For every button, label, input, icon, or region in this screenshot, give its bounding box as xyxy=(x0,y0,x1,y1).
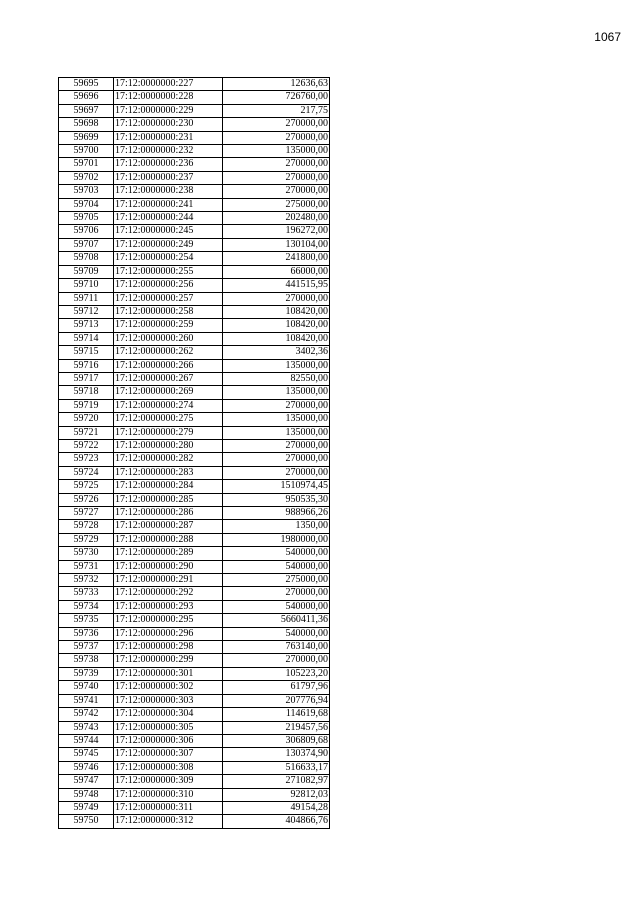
table-row xyxy=(59,681,330,694)
cadastral-number-cell: 17:12:0000000:305 xyxy=(114,721,223,734)
row-number-cell: 59708 xyxy=(59,252,114,265)
table-row xyxy=(59,413,330,426)
cadastral-value-cell: 49154,28 xyxy=(223,801,330,814)
cadastral-number-cell: 17:12:0000000:257 xyxy=(114,292,223,305)
row-number-cell: 59734 xyxy=(59,600,114,613)
cadastral-number-cell: 17:12:0000000:290 xyxy=(114,560,223,573)
table-row xyxy=(59,439,330,452)
cadastral-number-cell: 17:12:0000000:309 xyxy=(114,775,223,788)
table-row xyxy=(59,547,330,560)
cadastral-number-cell: 17:12:0000000:274 xyxy=(114,399,223,412)
table-row xyxy=(59,507,330,520)
row-number-cell: 59712 xyxy=(59,305,114,318)
cadastral-value-cell: 241800,00 xyxy=(223,252,330,265)
cadastral-number-cell: 17:12:0000000:260 xyxy=(114,332,223,345)
row-number-cell: 59737 xyxy=(59,641,114,654)
cadastral-number-cell: 17:12:0000000:244 xyxy=(114,212,223,225)
row-number-cell: 59747 xyxy=(59,775,114,788)
cadastral-number-cell: 17:12:0000000:293 xyxy=(114,600,223,613)
row-number-cell: 59731 xyxy=(59,560,114,573)
row-number-cell: 59720 xyxy=(59,413,114,426)
cadastral-number-cell: 17:12:0000000:267 xyxy=(114,372,223,385)
cadastral-number-cell: 17:12:0000000:249 xyxy=(114,238,223,251)
cadastral-number-cell: 17:12:0000000:275 xyxy=(114,413,223,426)
table-row xyxy=(59,225,330,238)
table-row xyxy=(59,292,330,305)
cadastral-value-cell: 217,75 xyxy=(223,104,330,117)
row-number-cell: 59729 xyxy=(59,533,114,546)
page-number: 1067 xyxy=(594,30,621,44)
cadastral-value-cell: 135000,00 xyxy=(223,359,330,372)
row-number-cell: 59697 xyxy=(59,104,114,117)
table-row xyxy=(59,788,330,801)
cadastral-number-cell: 17:12:0000000:237 xyxy=(114,171,223,184)
row-number-cell: 59739 xyxy=(59,667,114,680)
row-number-cell: 59749 xyxy=(59,801,114,814)
row-number-cell: 59721 xyxy=(59,426,114,439)
row-number-cell: 59743 xyxy=(59,721,114,734)
cadastral-value-cell: 135000,00 xyxy=(223,386,330,399)
cadastral-value-cell: 540000,00 xyxy=(223,547,330,560)
table-row xyxy=(59,91,330,104)
table-row xyxy=(59,480,330,493)
cadastral-number-cell: 17:12:0000000:285 xyxy=(114,493,223,506)
cadastral-value-cell: 270000,00 xyxy=(223,118,330,131)
cadastral-value-cell: 270000,00 xyxy=(223,453,330,466)
cadastral-value-cell: 270000,00 xyxy=(223,399,330,412)
cadastral-value-cell: 108420,00 xyxy=(223,319,330,332)
table-row xyxy=(59,145,330,158)
table-row xyxy=(59,708,330,721)
table-row xyxy=(59,533,330,546)
cadastral-number-cell: 17:12:0000000:259 xyxy=(114,319,223,332)
table-body xyxy=(59,78,330,829)
cadastral-value-cell: 270000,00 xyxy=(223,439,330,452)
cadastral-number-cell: 17:12:0000000:256 xyxy=(114,279,223,292)
row-number-cell: 59733 xyxy=(59,587,114,600)
cadastral-number-cell: 17:12:0000000:299 xyxy=(114,654,223,667)
cadastral-number-cell: 17:12:0000000:312 xyxy=(114,815,223,828)
row-number-cell: 59736 xyxy=(59,627,114,640)
cadastral-number-cell: 17:12:0000000:298 xyxy=(114,641,223,654)
cadastral-value-cell: 270000,00 xyxy=(223,654,330,667)
row-number-cell: 59719 xyxy=(59,399,114,412)
row-number-cell: 59738 xyxy=(59,654,114,667)
table-row xyxy=(59,372,330,385)
cadastral-number-cell: 17:12:0000000:238 xyxy=(114,185,223,198)
cadastral-value-cell: 270000,00 xyxy=(223,158,330,171)
cadastral-number-cell: 17:12:0000000:289 xyxy=(114,547,223,560)
table-row xyxy=(59,694,330,707)
row-number-cell: 59740 xyxy=(59,681,114,694)
cadastral-value-cell: 540000,00 xyxy=(223,627,330,640)
row-number-cell: 59732 xyxy=(59,574,114,587)
cadastral-number-cell: 17:12:0000000:269 xyxy=(114,386,223,399)
row-number-cell: 59750 xyxy=(59,815,114,828)
table-row xyxy=(59,332,330,345)
cadastral-value-cell: 61797,96 xyxy=(223,681,330,694)
cadastral-number-cell: 17:12:0000000:227 xyxy=(114,78,223,91)
cadastral-value-cell: 540000,00 xyxy=(223,560,330,573)
cadastral-value-cell: 306809,68 xyxy=(223,734,330,747)
cadastral-value-cell: 275000,00 xyxy=(223,198,330,211)
cadastral-number-cell: 17:12:0000000:311 xyxy=(114,801,223,814)
cadastral-number-cell: 17:12:0000000:258 xyxy=(114,305,223,318)
table-row xyxy=(59,238,330,251)
row-number-cell: 59745 xyxy=(59,748,114,761)
cadastral-number-cell: 17:12:0000000:241 xyxy=(114,198,223,211)
cadastral-number-cell: 17:12:0000000:292 xyxy=(114,587,223,600)
table-row xyxy=(59,748,330,761)
cadastral-number-cell: 17:12:0000000:296 xyxy=(114,627,223,640)
row-number-cell: 59725 xyxy=(59,480,114,493)
row-number-cell: 59716 xyxy=(59,359,114,372)
cadastral-value-cell: 130374,90 xyxy=(223,748,330,761)
cadastral-value-cell: 726760,00 xyxy=(223,91,330,104)
table-row xyxy=(59,265,330,278)
table-row xyxy=(59,627,330,640)
row-number-cell: 59714 xyxy=(59,332,114,345)
table-row xyxy=(59,346,330,359)
cadastral-value-cell: 207776,94 xyxy=(223,694,330,707)
cadastral-number-cell: 17:12:0000000:236 xyxy=(114,158,223,171)
cadastral-value-cell: 12636,63 xyxy=(223,78,330,91)
table-row xyxy=(59,466,330,479)
table-row xyxy=(59,399,330,412)
row-number-cell: 59699 xyxy=(59,131,114,144)
cadastral-number-cell: 17:12:0000000:308 xyxy=(114,761,223,774)
table-row xyxy=(59,587,330,600)
cadastral-number-cell: 17:12:0000000:232 xyxy=(114,145,223,158)
cadastral-number-cell: 17:12:0000000:286 xyxy=(114,507,223,520)
table-row xyxy=(59,426,330,439)
row-number-cell: 59710 xyxy=(59,279,114,292)
cadastral-number-cell: 17:12:0000000:291 xyxy=(114,574,223,587)
row-number-cell: 59717 xyxy=(59,372,114,385)
row-number-cell: 59722 xyxy=(59,439,114,452)
table-row xyxy=(59,560,330,573)
cadastral-value-cell: 404866,76 xyxy=(223,815,330,828)
cadastral-value-cell: 82550,00 xyxy=(223,372,330,385)
table-row xyxy=(59,212,330,225)
table-row xyxy=(59,78,330,91)
cadastral-value-cell: 270000,00 xyxy=(223,171,330,184)
cadastral-value-cell: 135000,00 xyxy=(223,413,330,426)
table-row xyxy=(59,171,330,184)
table-row xyxy=(59,185,330,198)
row-number-cell: 59741 xyxy=(59,694,114,707)
cadastral-number-cell: 17:12:0000000:255 xyxy=(114,265,223,278)
cadastral-number-cell: 17:12:0000000:266 xyxy=(114,359,223,372)
cadastral-value-cell: 108420,00 xyxy=(223,332,330,345)
cadastral-number-cell: 17:12:0000000:301 xyxy=(114,667,223,680)
row-number-cell: 59728 xyxy=(59,520,114,533)
table-row xyxy=(59,761,330,774)
row-number-cell: 59709 xyxy=(59,265,114,278)
cadastral-value-cell: 988966,26 xyxy=(223,507,330,520)
cadastral-number-cell: 17:12:0000000:302 xyxy=(114,681,223,694)
row-number-cell: 59744 xyxy=(59,734,114,747)
cadastral-value-table xyxy=(58,77,330,829)
table-row xyxy=(59,600,330,613)
cadastral-number-cell: 17:12:0000000:254 xyxy=(114,252,223,265)
cadastral-number-cell: 17:12:0000000:262 xyxy=(114,346,223,359)
table-row xyxy=(59,252,330,265)
cadastral-value-cell: 763140,00 xyxy=(223,641,330,654)
row-number-cell: 59700 xyxy=(59,145,114,158)
cadastral-value-cell: 1350,00 xyxy=(223,520,330,533)
row-number-cell: 59748 xyxy=(59,788,114,801)
table-row xyxy=(59,574,330,587)
cadastral-value-cell: 270000,00 xyxy=(223,587,330,600)
row-number-cell: 59706 xyxy=(59,225,114,238)
cadastral-value-cell: 1510974,45 xyxy=(223,480,330,493)
row-number-cell: 59705 xyxy=(59,212,114,225)
row-number-cell: 59701 xyxy=(59,158,114,171)
cadastral-value-cell: 135000,00 xyxy=(223,426,330,439)
row-number-cell: 59713 xyxy=(59,319,114,332)
row-number-cell: 59727 xyxy=(59,507,114,520)
table-row xyxy=(59,801,330,814)
cadastral-number-cell: 17:12:0000000:287 xyxy=(114,520,223,533)
cadastral-number-cell: 17:12:0000000:228 xyxy=(114,91,223,104)
cadastral-value-cell: 5660411,36 xyxy=(223,614,330,627)
table-row xyxy=(59,359,330,372)
row-number-cell: 59703 xyxy=(59,185,114,198)
cadastral-number-cell: 17:12:0000000:303 xyxy=(114,694,223,707)
table-row xyxy=(59,654,330,667)
row-number-cell: 59704 xyxy=(59,198,114,211)
table-row xyxy=(59,118,330,131)
cadastral-number-cell: 17:12:0000000:279 xyxy=(114,426,223,439)
cadastral-number-cell: 17:12:0000000:284 xyxy=(114,480,223,493)
table-row xyxy=(59,667,330,680)
cadastral-value-cell: 66000,00 xyxy=(223,265,330,278)
table-row xyxy=(59,386,330,399)
table-row xyxy=(59,815,330,828)
cadastral-number-cell: 17:12:0000000:230 xyxy=(114,118,223,131)
cadastral-number-cell: 17:12:0000000:295 xyxy=(114,614,223,627)
row-number-cell: 59711 xyxy=(59,292,114,305)
cadastral-number-cell: 17:12:0000000:283 xyxy=(114,466,223,479)
cadastral-value-cell: 270000,00 xyxy=(223,466,330,479)
row-number-cell: 59726 xyxy=(59,493,114,506)
table-row xyxy=(59,305,330,318)
row-number-cell: 59695 xyxy=(59,78,114,91)
row-number-cell: 59723 xyxy=(59,453,114,466)
cadastral-number-cell: 17:12:0000000:229 xyxy=(114,104,223,117)
cadastral-number-cell: 17:12:0000000:306 xyxy=(114,734,223,747)
table-row xyxy=(59,641,330,654)
cadastral-value-cell: 92812,03 xyxy=(223,788,330,801)
cadastral-value-cell: 271082,97 xyxy=(223,775,330,788)
cadastral-value-cell: 196272,00 xyxy=(223,225,330,238)
cadastral-number-cell: 17:12:0000000:310 xyxy=(114,788,223,801)
cadastral-value-cell: 950535,30 xyxy=(223,493,330,506)
cadastral-value-cell: 270000,00 xyxy=(223,131,330,144)
cadastral-value-cell: 108420,00 xyxy=(223,305,330,318)
cadastral-value-cell: 441515,95 xyxy=(223,279,330,292)
cadastral-number-cell: 17:12:0000000:231 xyxy=(114,131,223,144)
cadastral-value-cell: 114619,68 xyxy=(223,708,330,721)
table-row xyxy=(59,131,330,144)
table-row xyxy=(59,319,330,332)
table-row xyxy=(59,775,330,788)
row-number-cell: 59746 xyxy=(59,761,114,774)
cadastral-value-cell: 516633,17 xyxy=(223,761,330,774)
cadastral-value-cell: 202480,00 xyxy=(223,212,330,225)
cadastral-value-cell: 270000,00 xyxy=(223,292,330,305)
table-row xyxy=(59,198,330,211)
table-row xyxy=(59,721,330,734)
cadastral-value-cell: 270000,00 xyxy=(223,185,330,198)
table-row xyxy=(59,520,330,533)
cadastral-number-cell: 17:12:0000000:245 xyxy=(114,225,223,238)
cadastral-value-cell: 275000,00 xyxy=(223,574,330,587)
table-row xyxy=(59,104,330,117)
cadastral-value-cell: 540000,00 xyxy=(223,600,330,613)
cadastral-value-cell: 105223,20 xyxy=(223,667,330,680)
row-number-cell: 59715 xyxy=(59,346,114,359)
row-number-cell: 59724 xyxy=(59,466,114,479)
table-row xyxy=(59,453,330,466)
cadastral-number-cell: 17:12:0000000:280 xyxy=(114,439,223,452)
row-number-cell: 59735 xyxy=(59,614,114,627)
cadastral-number-cell: 17:12:0000000:282 xyxy=(114,453,223,466)
row-number-cell: 59718 xyxy=(59,386,114,399)
cadastral-value-cell: 1980000,00 xyxy=(223,533,330,546)
table-row xyxy=(59,734,330,747)
table-row xyxy=(59,614,330,627)
row-number-cell: 59696 xyxy=(59,91,114,104)
cadastral-value-cell: 219457,56 xyxy=(223,721,330,734)
row-number-cell: 59730 xyxy=(59,547,114,560)
table-row xyxy=(59,279,330,292)
table-row xyxy=(59,493,330,506)
cadastral-number-cell: 17:12:0000000:288 xyxy=(114,533,223,546)
row-number-cell: 59742 xyxy=(59,708,114,721)
cadastral-value-cell: 130104,00 xyxy=(223,238,330,251)
row-number-cell: 59707 xyxy=(59,238,114,251)
cadastral-number-cell: 17:12:0000000:307 xyxy=(114,748,223,761)
cadastral-value-cell: 135000,00 xyxy=(223,145,330,158)
table-row xyxy=(59,158,330,171)
cadastral-number-cell: 17:12:0000000:304 xyxy=(114,708,223,721)
row-number-cell: 59698 xyxy=(59,118,114,131)
row-number-cell: 59702 xyxy=(59,171,114,184)
cadastral-value-cell: 3402,36 xyxy=(223,346,330,359)
